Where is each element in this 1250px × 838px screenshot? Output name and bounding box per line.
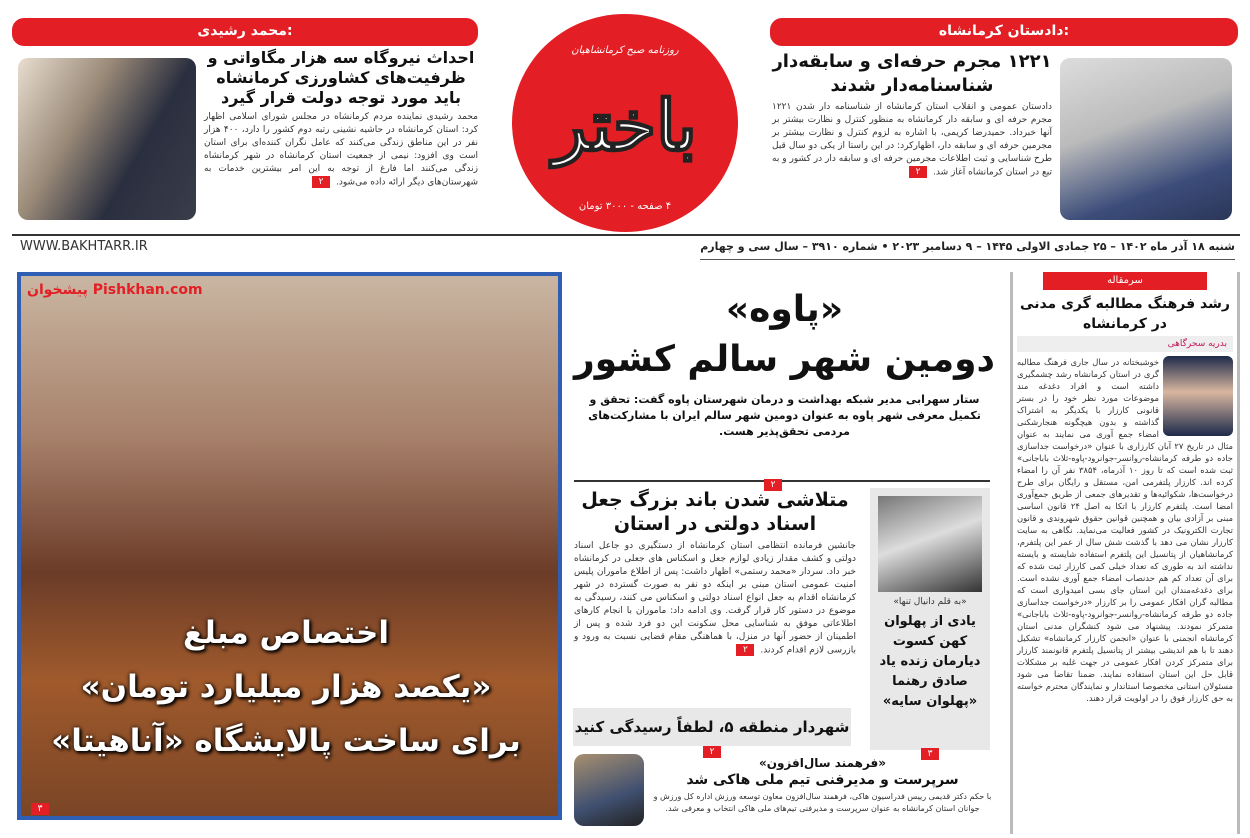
forgery-headline: متلاشی شدن باند بزرگ جعل اسناد دولتی در استان	[581, 489, 849, 535]
top-left-headline: احداث نیروگاه سه هزار مگاواتی و ظرفیت‌های کشاورزی کرمانشاه باید مورد توجه دولت قرار گیرد	[207, 48, 475, 107]
page-ref[interactable]: ۲	[736, 644, 754, 656]
page-ref[interactable]: ۲	[703, 746, 721, 758]
divider	[700, 259, 1235, 260]
photo-story[interactable]	[17, 272, 562, 820]
watermark: پیشخوان Pishkhan.com	[27, 282, 203, 298]
editorial-body	[1017, 356, 1233, 704]
author-photo	[1163, 356, 1233, 436]
editorial-column	[1010, 272, 1240, 834]
hockey-kicker: «فرهمند سال‌افزون»	[758, 756, 887, 770]
top-right-body: دادستان عمومی و انقلاب استان کرمانشاه از شناسنامه دار شدن ۱۲۲۱ مجرم حرفه ای و سابقه دار کرمانشاه به منظور کنترل و نظارت بیشتر بر آنها خبرداد. حمیدرضا کریمی، با اشاره به لزوم کنترل و نظارت بیشتر بر مجرمین حرفه ای و سابقه دار، اظهارکرد: در این راستا از یکی دو سال قبل طرح شناسایی و ثبت اطلاعات مجرمین حرفه ای و سابقه دار در کشور و به تبع در استان کرمانشاه آغاز شد.	[772, 102, 1052, 178]
photo-headline	[31, 606, 541, 768]
editorial-label: سرمقاله	[1043, 272, 1207, 290]
dateline: شنبه ۱۸ آذر ماه ۱۴۰۲ – ۲۵ جمادی الاولی ۱۴۴۵ – ۹ دسامبر ۲۰۲۳ • شماره ۳۹۱۰ – سال سی و چهارم	[700, 240, 1235, 253]
photo-headline-3: برای ساخت پالایشگاه «آناهیتا»	[51, 723, 521, 759]
website[interactable]: WWW.BAKHTARR.IR	[20, 239, 148, 254]
editorial-headline: رشد فرهنگ مطالبه گری مدنی در کرمانشاه	[1020, 296, 1230, 332]
divider	[574, 480, 990, 482]
editorial-text: خوشبختانه در سال جاری فرهنگ مطالبه گری در استان کرمانشاه رشد چشمگیری داشته است و افراد دغدغه مند موضوعات مورد نظر خود را در بستر قانونی کارزار با یکدیگر به اشتراک گذاشته و بدون هیچگونه هنجارشکنی امضاء جمع آوری می نمایند به عنوان مثال در تاریخ ۲۷ آبان کارزاری با عنوان «درخواست جداسازی جاده دو طرفه کرمانشاه-روانسر-جوانرود-پاوه-ثلاث باباجانی» ثبت شده است که تا روز ۱۰ آذرماه، ۳۸۵۴ نفر آن را امضاء کرده اند. کارزار پلتفرمی امن، مستقل و رایگان برای طرح درخواست‌ها، شکوائیه‌ها و تقدیرهای جمعی از طریق جمع‌آوری امضا است. پلتفرم کارزار با اتکا به اصل ۲۴ قانون اساسی مبنی بر آزادی بیان و همچنین قوانین حقوق شهروندی و قانون تجارت الکترونیک در کشور فعالیت می‌نماید. نگاهی به سایت کارزار نشان می دهد با گذشت شش سال از عمر این پلتفرم، کرمانشاهیان از پتانسیل این پلتفرم استفاده شایسته و بایسته نداشته اند به طوری که تعداد خیلی کمی کارزار ثبت شده که برای آن تعداد کم هم حدنصاب امضاء جمع آوری نشده است. برای دغدغه‌مندان این استان جای بسی امیدواری است که مطالبه گران افکار عمومی را بر کارزار «درخواست جداسازی جاده دو طرفه کرمانشاه-روانسر-جوانرود-پاوه-ثلاث باباجانی» متمرکز نمودند. پیشنهاد می شود کنشگران مدنی استان کرمانشاه انجمنی با عنوان «انجمن کارزار کرمانشاه» تشکیل دهند تا با هم اندیشی بیشتر از پتانسیل پلتفرم قانونمند کارزار برای متمرکز کردن افکار عمومی در جهت غلبه بر مشکلات قابل حل این استان استفاده نمایند. ضمنا تقاضا می شود مسئولان استانی مخصوصا استاندار و نمایندگان محترم خواسته به حق کارزار فوق را در اولویت قرار دهند.	[1017, 357, 1233, 703]
lead-headline-2: دومین شهر سالم کشور	[574, 339, 995, 380]
logo-wordmark: باختر	[553, 84, 697, 167]
page-ref[interactable]: ۲	[312, 176, 330, 188]
price-label: ۴ صفحه - ۳۰۰۰ تومان	[578, 201, 672, 212]
mayor-headline: شهردار منطقه ۵، لطفاً رسیدگی کنید	[574, 718, 850, 736]
hockey-headline: سرپرست و مدیرفنی تیم ملی هاکی شد	[686, 772, 959, 788]
pahlavan-photo	[878, 496, 982, 592]
logo-subtitle: روزنامه صبح کرمانشاهیان	[571, 45, 679, 56]
rashidi-photo	[18, 58, 196, 220]
forgery-body: جانشین فرمانده انتظامی استان کرمانشاه از دستگیری دو جاعل اسناد دولتی و کشف مقدار زیادی لوازم جعل و اسکناس های جعلی در کرمانشاه خبر داد. سردار «محمد رستمی» اظهار داشت: پس از اطلاع ماموران پلیس امنیت عمومی استان مبنی بر اینکه دو نفر به صورت گسترده در شهر کرمانشاه اقدام به جعل انواع اسناد دولتی و اسکناس می کنند، رسیدگی به موضوع در دستور کار قرار گرفت. وی ادامه داد: ماموران با انجام کارهای اطلاعاتی موفق به شناسایی محل سکونت این دو فرد شده و پس از اطمینان از حضور آنها در منزل، با هماهنگی مقام قضایی نسبت به ورود و بازرسی لازم اقدام کردند.	[574, 541, 856, 656]
page-ref-wrap	[31, 798, 49, 817]
divider	[12, 234, 1240, 236]
top-right-headline: ۱۲۲۱ مجرم حرفه‌ای و سابقه‌دار شناسنامه‌دار شدند	[772, 51, 1052, 96]
top-left-body: محمد رشیدی نماینده مردم کرمانشاه در مجلس شورای اسلامی اظهار کرد: استان کرمانشاه در حاشیه نشینی رتبه دوم کشور را دارد، ۴۰۰ هزار نفر در این مناطق زندگی می‌کنند که عامل نگران کننده‌ای برای استان است وی افزود: نیمی از جمعیت استان کرمانشاه در شهر کرمانشاه زندگی می‌کنند اما فارغ از توجه به این امر بیشترین خدمات به شهرستان‌های دیگر ارائه داده می‌شود.	[204, 112, 479, 188]
newspaper-logo	[512, 14, 738, 232]
hockey-body: با حکم دکتر قدیمی رییس فدراسیون هاکی، فرهمند سال‌افزون معاون توسعه ورزش اداره کل ورزش و جوانان استان کرمانشاه به عنوان سرپرست و مدیرفنی تیم‌های ملی هاکی انتخاب و معرفی شد.	[653, 792, 992, 813]
page-ref[interactable]: ۳	[31, 803, 49, 815]
pahlavan-byline: «به قلم دانیال تنها»	[893, 597, 967, 607]
page-ref[interactable]: ۲	[909, 166, 927, 178]
page-ref[interactable]: ۳	[921, 748, 939, 760]
page-ref[interactable]: ۲	[764, 479, 782, 491]
forgery-body-wrap	[574, 540, 856, 658]
top-left-body-wrap	[204, 111, 478, 190]
pahlavan-box[interactable]	[870, 488, 990, 759]
photo-headline-2: «یکصد هزار میلیارد تومان»	[80, 669, 492, 705]
forgery-story	[574, 488, 856, 658]
top-right-story	[772, 50, 1052, 180]
prosecutor-photo	[1060, 58, 1232, 220]
mayor-box[interactable]	[573, 708, 851, 757]
top-right-body-wrap	[772, 101, 1052, 180]
editorial-author: بدریه سحرگاهی	[1017, 336, 1233, 352]
top-right-kicker: دادستان کرمانشاه:	[770, 18, 1238, 46]
hockey-photo	[574, 754, 644, 826]
hockey-story	[650, 756, 995, 815]
editorial-stack	[1013, 272, 1237, 704]
lead-story	[572, 288, 997, 440]
top-left-kicker: محمد رشیدی:	[12, 18, 478, 46]
top-left-story	[204, 48, 478, 190]
lead-headline-1: «پاوه»	[725, 289, 844, 330]
lead-summary: ستار سهرابی مدیر شبکه بهداشت و درمان شهرستان پاوه گفت: تحقق و تکمیل معرفی شهر پاوه به عنوان دومین شهر سالم ایران با مشارکت‌های مردمی تحقق‌پذیر هست.	[588, 393, 981, 438]
pahlavan-headline: یادی از پهلوان کهن کسوت دیارمان زنده یاد صادق رهنما «پهلوان سایه»	[879, 614, 981, 709]
photo-headline-1: اختصاص مبلغ	[183, 615, 389, 651]
